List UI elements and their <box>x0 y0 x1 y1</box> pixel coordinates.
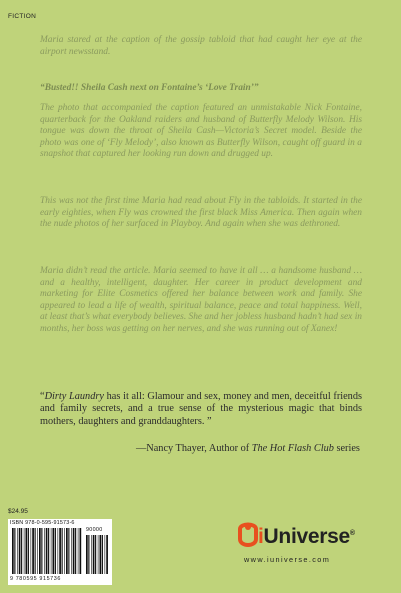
blurb-paragraph-3: This was not the first time Maria had read about Fly in the tabloids. It started in the early eighties, when Fly was crowned the first black Miss America. Then again when the nude photos of her surfaced in Playboy. And again when she was dethroned. <box>40 196 362 230</box>
iuniverse-logo-icon <box>236 521 260 549</box>
barcode-number: 9 780595 915736 <box>10 576 61 582</box>
barcode-addon-number: 90000 <box>86 527 103 533</box>
publisher-url: www.iuniverse.com <box>244 555 331 564</box>
review-attribution: —Nancy Thayer, Author of The Hot Flash Club series <box>136 443 360 454</box>
price-label: $24.95 <box>8 508 28 515</box>
tabloid-headline: “Busted!! Sheila Cash next on Fontaine’s ‘Love Train’” <box>40 83 259 93</box>
blurb-paragraph-2: The photo that accompanied the caption featured an unmistakable Nick Fontaine, quarterback for the Oakland raiders and husband of Butterfly Melody Wilson. His tongue was down the throat of Sheila Cash—Victoria’s Secret model. Beside the photo was one of ‘Fly Melody’, also known as Butterfly Wilson, caught off guard in a snapshot that captured her looking run down and drugged up. <box>40 103 362 160</box>
barcode-panel <box>8 519 112 585</box>
isbn-text: ISBN 978-0-595-91573-6 <box>10 520 75 526</box>
attribution-book-title: The Hot Flash Club <box>251 443 334 454</box>
blurb-paragraph-1: Maria stared at the caption of the gossip tabloid that had caught her eye at the airport newsstand. <box>40 35 362 57</box>
quote-book-title: Dirty Laundry <box>44 391 104 402</box>
publisher-logo: iUniverse® <box>258 525 355 548</box>
blurb-paragraph-4: Maria didn’t read the article. Maria seemed to have it all … a handsome husband … and a healthy, intelligent, daughter. Her career in product development and marketing for Elite Cosmetics offered her balance between work and family. She appeared to lead a life of wealth, spiritual balance, peace and total happiness. Well, at least that’s what everybody believes. She and her jobless husband hadn’t had sex in months, her boss was getting on her nerves, and she was running out of Xanex! <box>40 266 362 334</box>
genre-label: FICTION <box>8 13 37 20</box>
review-quote: “Dirty Laundry has it all: Glamour and sex, money and men, deceitful friends and family secrets, and a true sense of the mysterious magic that binds mothers, daughters and granddaughters. ” <box>40 391 362 427</box>
